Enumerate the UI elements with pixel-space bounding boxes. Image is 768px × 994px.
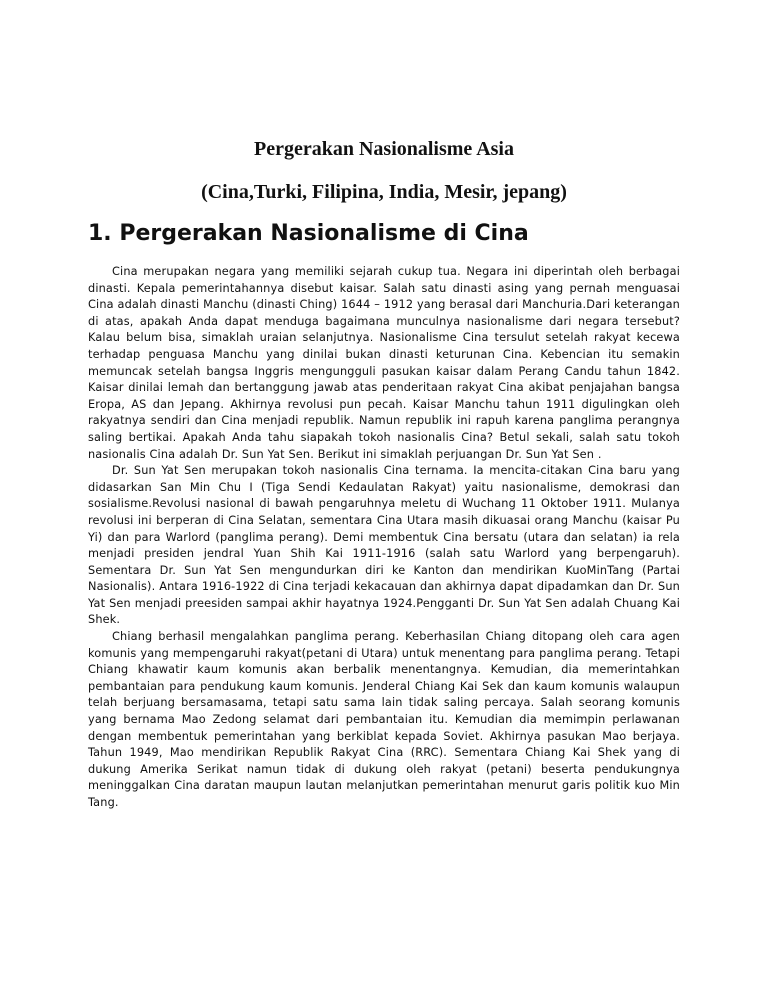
body-text [88, 264, 680, 812]
section-heading: 1. Pergerakan Nasionalisme di Cina [88, 221, 529, 246]
document-subtitle: (Cina,Turki, Filipina, India, Mesir, jepang) [201, 181, 567, 203]
paragraph: Chiang berhasil mengalahkan panglima perang. Keberhasilan Chiang ditopang oleh cara agen komunis yang mempengaruhi rakyat(petani di Utara) untuk menentang para panglima perang. Tetapi Chiang khawatir kaum komunis akan berbalik menentangnya. Kemudian, dia memerintahkan pembantaian para pendukung kaum komunis. Jenderal Chiang Kai Sek dan kaum komunis walaupun telah berjuang bersamasama, tetapi satu sama lain tidak saling percaya. Salah seorang komunis yang bernama Mao Zedong selamat dari pembantaian itu. Kemudian dia memimpin perlawanan dengan membentuk pemerintahan yang berkiblat kepada Soviet. Akhirnya pasukan Mao berjaya. Tahun 1949, Mao mendirikan Republik Rakyat Cina (RRC). Sementara Chiang Kai Shek yang di dukung Amerika Serikat namun tidak di dukung oleh rakyat (petani) beserta pendukungnya meninggalkan Cina daratan maupun lautan melanjutkan pemerintahan menurut garis politik kuo Min Tang. [88, 630, 680, 809]
paragraph: Dr. Sun Yat Sen merupakan tokoh nasionalis Cina ternama. Ia mencita-citakan Cina baru yang didasarkan San Min Chu I (Tiga Sendi Kedaulatan Rakyat) yaitu nasionalisme, demokrasi dan sosialisme.Revolusi nasional di bawah pengaruhnya meletu di Wuchang 11 Oktober 1911. Mulanya revolusi ini berperan di Cina Selatan, sementara Cina Utara masih dikuasai orang Manchu (kaisar Pu Yi) dan para Warlord (panglima perang). Demi membentuk Cina bersatu (utara dan selatan) ia rela menjadi presiden jendral Yuan Shih Kai 1911-1916 (salah satu Warlord yang berpengaruh). Sementara Dr. Sun Yat Sen mengundurkan diri ke Kanton dan mendirikan KuoMinTang (Partai Nasionalis). Antara 1916-1922 di Cina terjadi kekacauan dan akhirnya dapat dipadamkan dan Dr. Sun Yat Sen menjadi preesiden sampai akhir hayatnya 1924.Pengganti Dr. Sun Yat Sen adalah Chuang Kai Shek. [88, 464, 680, 627]
document-title: Pergerakan Nasionalisme Asia [254, 138, 514, 160]
paragraph: Cina merupakan negara yang memiliki sejarah cukup tua. Negara ini diperintah oleh berbagai dinasti. Kepala pemerintahannya disebut kaisar. Salah satu dinasti asing yang pernah menguasai Cina adalah dinasti Manchu (dinasti Ching) 1644 – 1912 yang berasal dari Manchuria.Dari keterangan di atas, apakah Anda dapat menduga bagaimana munculnya nasionalisme dari negara tersebut? Kalau belum bisa, simaklah uraian selanjutnya. Nasionalisme Cina tersulut setelah rakyat kecewa terhadap penguasa Manchu yang dinilai bukan dinasti keturunan Cina. Kebencian itu semakin memuncak setelah bangsa Inggris mengungguli pasukan kaisar dalam Perang Candu tahun 1842. Kaisar dinilai lemah dan bertanggung jawab atas penderitaan rakyat Cina akibat penjajahan bangsa Eropa, AS dan Jepang. Akhirnya revolusi pun pecah. Kaisar Manchu tahun 1911 digulingkan oleh rakyatnya sendiri dan Cina menjadi republik. Namun republik ini rapuh karena panglima perangnya saling bertikai. Apakah Anda tahu siapakah tokoh nasionalis Cina? Betul sekali, salah satu tokoh nasionalis Cina adalah Dr. Sun Yat Sen. Berikut ini simaklah perjuangan Dr. Sun Yat Sen . [88, 265, 680, 461]
